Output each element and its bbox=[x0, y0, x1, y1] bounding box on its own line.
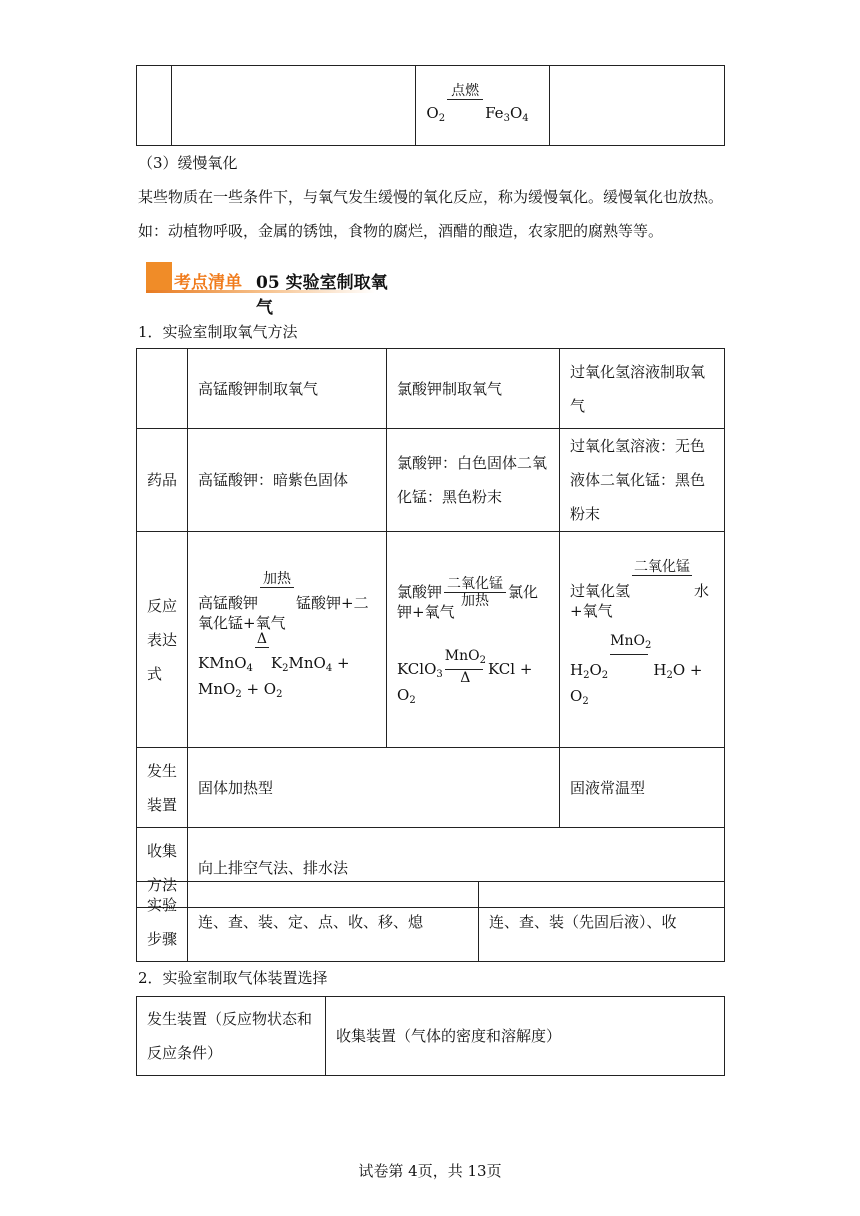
top-cell-4 bbox=[550, 66, 725, 146]
page-footer: 试卷第 4页，共 13页 bbox=[358, 1162, 502, 1180]
slow-oxidation-heading: （3）缓慢氧化 bbox=[138, 154, 238, 172]
device-select-table bbox=[136, 996, 725, 1076]
drug-kclo3: 氯酸钾：白色固体二氧化锰：黑色粉末 bbox=[387, 429, 560, 532]
section2-title: 2．实验室制取气体装置选择 bbox=[138, 969, 328, 987]
steps-h2o2: 连、查、装（先固后液）、收 bbox=[479, 882, 725, 962]
device-solid-heating: 固体加热型 bbox=[188, 748, 560, 828]
reaction-kclo3: 氯酸钾 二氧化锰 加热 氯化钾+氧气 KClO$_3$ MnO$_2$ Δ KCl + $O_2$ bbox=[387, 532, 560, 748]
reaction-kmno4: 高锰酸钾 加热 锰酸钾+二氧化锰+氧气 KMnO$_4$ Δ $K_2MnO_4 + MnO_2 + O_2$ bbox=[188, 532, 387, 748]
header-kmno4: 高锰酸钾制取氧气 bbox=[188, 349, 387, 429]
slow-oxidation-line2: 如：动植物呼吸，金属的锈蚀，食物的腐烂，酒醋的酿造，农家肥的腐熟等等。 bbox=[138, 222, 664, 240]
header-h2o2: 过氧化氢溶液制取氧气 bbox=[560, 349, 725, 429]
top-cell-equation: $O_2$ 点燃 $Fe_3O_4$ bbox=[416, 66, 550, 146]
reaction-h2o2: 过氧化氢 二氧化锰 水+氧气 $H_2O_2$ MnO$_2$ $H_2O + O_2$ bbox=[560, 532, 725, 748]
steps-table bbox=[136, 881, 725, 962]
methods-table bbox=[136, 348, 725, 908]
slow-oxidation-line1: 某些物质在一些条件下，与氧气发生缓慢的氧化反应，称为缓慢氧化。缓慢氧化也放热。 bbox=[138, 188, 724, 206]
device-select-col2: 收集装置（气体的密度和溶解度） bbox=[326, 997, 725, 1076]
steps-kmno4: 连、查、装、定、点、收、移、熄 bbox=[188, 882, 479, 962]
header-kclo3: 氯酸钾制取氧气 bbox=[387, 349, 560, 429]
banner-square-icon bbox=[146, 262, 172, 290]
row-label-collect: 收集方法 bbox=[137, 828, 188, 908]
corner-cell bbox=[137, 349, 188, 429]
banner-label: 考点清单 bbox=[174, 273, 242, 293]
row-label-device: 发生装置 bbox=[137, 748, 188, 828]
drug-kmno4: 高锰酸钾：暗紫色固体 bbox=[188, 429, 387, 532]
device-solid-liquid: 固液常温型 bbox=[560, 748, 725, 828]
section-banner bbox=[146, 262, 392, 318]
collect-method: 向上排空气法、排水法 bbox=[188, 828, 725, 908]
section1-title: 1．实验室制取氧气方法 bbox=[138, 323, 298, 341]
top-cell-2 bbox=[172, 66, 416, 146]
row-label-drug: 药品 bbox=[137, 429, 188, 532]
device-select-col1: 发生装置（反应物状态和反应条件） bbox=[137, 997, 326, 1076]
banner-title: 05 实验室制取氧气 bbox=[256, 273, 388, 318]
top-cell-1 bbox=[137, 66, 172, 146]
row-label-reaction: 反应表达式 bbox=[137, 532, 188, 748]
drug-h2o2: 过氧化氢溶液：无色液体二氧化锰：黑色粉末 bbox=[560, 429, 725, 532]
top-table bbox=[136, 65, 725, 146]
row-label-steps: 实验步骤 bbox=[137, 882, 188, 962]
